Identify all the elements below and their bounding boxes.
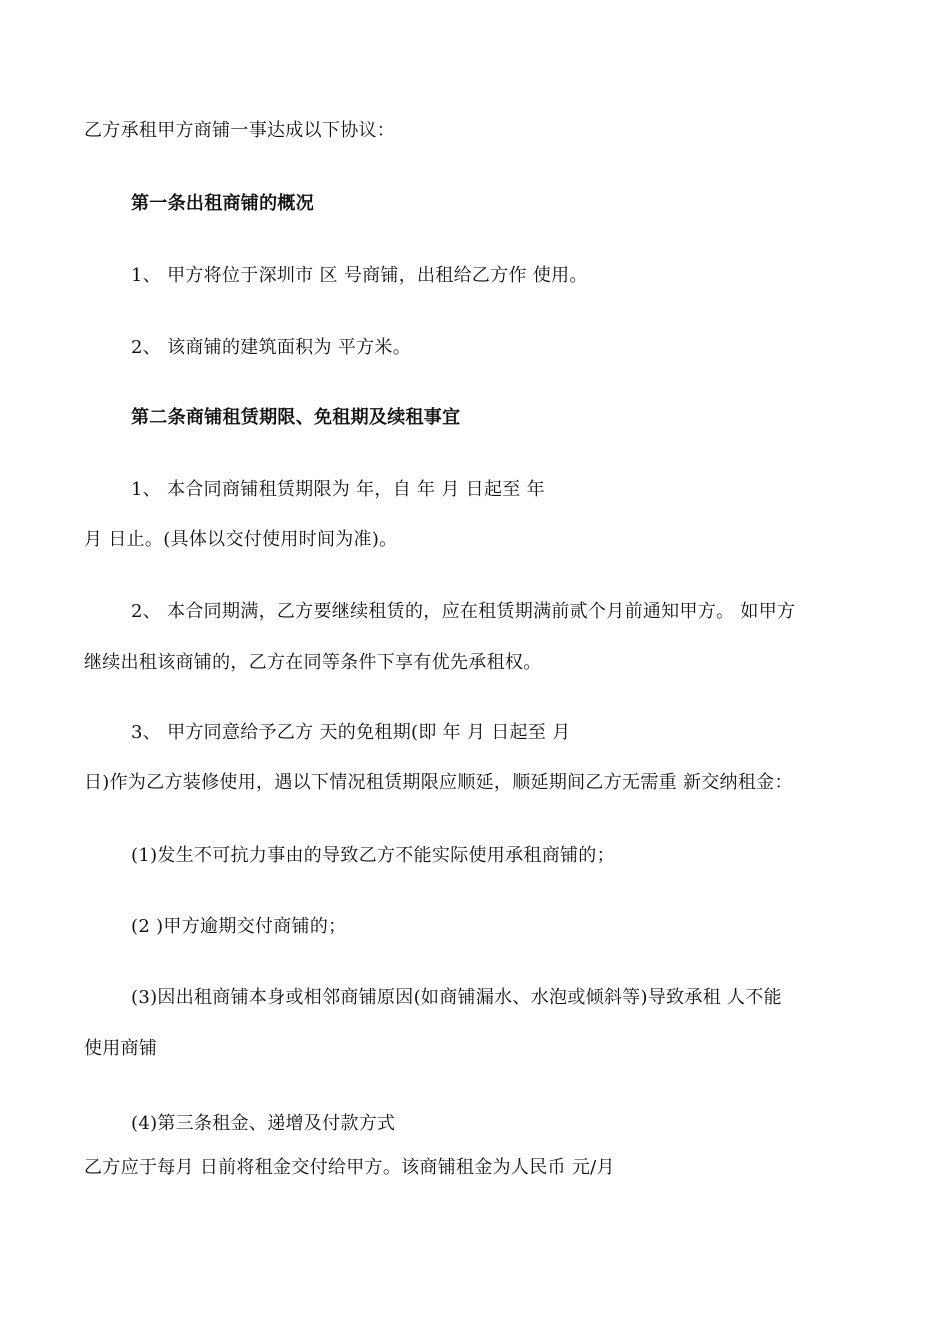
article2-item1-line1: 1、 本合同商铺租赁期限为 年，自 年 月 日起至 年	[131, 479, 545, 500]
article2-heading: 第二条商铺租赁期限、免租期及续租事宜	[131, 407, 461, 428]
article1-item2: 2、 该商铺的建筑面积为 平方米。	[131, 337, 411, 358]
article2-sub1: (1)发生不可抗力事由的导致乙方不能实际使用承租商铺的；	[131, 845, 615, 866]
article1-item1: 1、 甲方将位于深圳市 区 号商铺，出租给乙方作 使用。	[131, 265, 588, 286]
article3-line1: 乙方应于每月 日前将租金交付给甲方。该商铺租金为人民币 元/月	[84, 1157, 615, 1178]
article2-item3-line1: 3、 甲方同意给予乙方 天的免租期(即 年 月 日起至 月	[131, 722, 571, 743]
article2-item3-line2: 日)作为乙方装修使用，遇以下情况租赁期限应顺延，顺延期间乙方无需重 新交纳租金：	[84, 772, 793, 793]
article2-sub3-line1: (3)因出租商铺本身或相邻商铺原因(如商铺漏水、水泡或倾斜等)导致承租 人不能	[131, 987, 782, 1008]
article2-sub3-line2: 使用商铺	[84, 1038, 158, 1059]
article2-item1-line2: 月 日止。(具体以交付使用时间为准)。	[84, 529, 398, 550]
article2-sub2: (2 )甲方逾期交付商铺的；	[131, 916, 347, 937]
intro-text: 乙方承租甲方商铺一事达成以下协议：	[84, 120, 396, 141]
article2-item2-line1: 2、 本合同期满，乙方要继续租赁的，应在租赁期满前贰个月前通知甲方。 如甲方	[131, 601, 796, 622]
article2-sub4: (4)第三条租金、递增及付款方式	[131, 1113, 396, 1134]
article2-item2-line2: 继续出租该商铺的，乙方在同等条件下享有优先承租权。	[84, 652, 542, 673]
article1-heading: 第一条出租商铺的概况	[131, 193, 314, 214]
